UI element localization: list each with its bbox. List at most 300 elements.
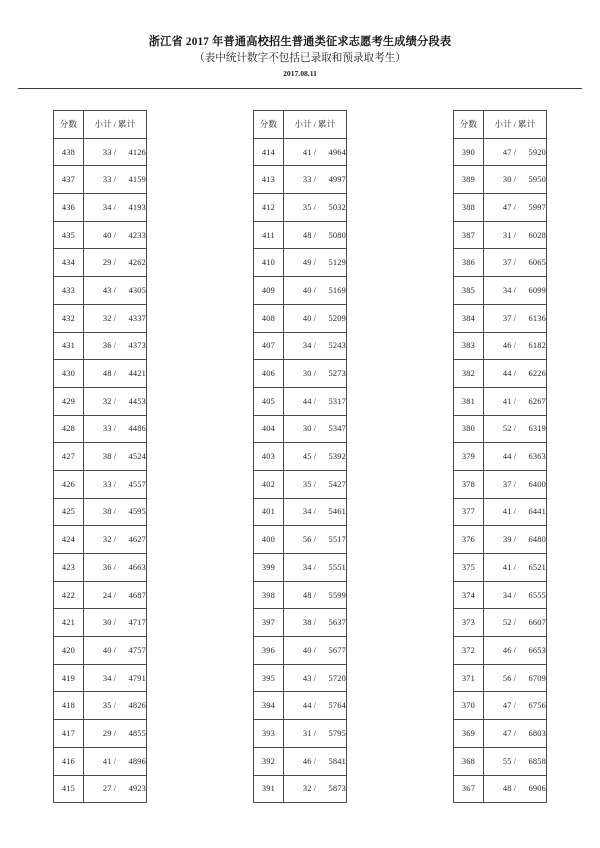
cell-tally (484, 692, 547, 720)
cell-cumulative: 4337 (128, 313, 146, 323)
tally-wrapper (284, 618, 346, 627)
cell-slash: / (113, 618, 116, 628)
cell-tally (284, 277, 347, 305)
cell-tally (284, 720, 347, 748)
table-body-1 (54, 138, 147, 803)
cell-tally (84, 554, 147, 582)
table-row (454, 637, 547, 665)
header-divider (18, 88, 582, 89)
table-row (254, 720, 347, 748)
cell-tally (484, 609, 547, 637)
table-row (54, 194, 147, 222)
cell-score: 368 (454, 747, 484, 775)
tally-wrapper (84, 701, 146, 710)
cell-subtotal: 38 (302, 618, 312, 628)
cell-tally (84, 775, 147, 803)
cell-score: 417 (54, 720, 84, 748)
table-row (454, 138, 547, 166)
cell-subtotal: 29 (102, 258, 112, 268)
table-row (454, 720, 547, 748)
cell-cumulative: 4896 (128, 756, 146, 766)
table-row (54, 166, 147, 194)
cell-score: 381 (454, 387, 484, 415)
tally-wrapper (284, 563, 346, 572)
table-row (54, 415, 147, 443)
cell-subtotal: 33 (102, 147, 112, 157)
cell-tally (284, 692, 347, 720)
cell-score: 420 (54, 637, 84, 665)
cell-score: 391 (254, 775, 284, 803)
cell-tally (84, 277, 147, 305)
table-row (54, 360, 147, 388)
cell-tally (484, 664, 547, 692)
cell-tally (84, 581, 147, 609)
tally-wrapper (484, 424, 546, 433)
tally-wrapper (284, 286, 346, 295)
cell-score: 427 (54, 443, 84, 471)
cell-tally (484, 747, 547, 775)
cell-subtotal: 45 (302, 452, 312, 462)
table-row (454, 470, 547, 498)
cell-slash: / (313, 756, 316, 766)
table-row (54, 720, 147, 748)
cell-score: 371 (454, 664, 484, 692)
cell-subtotal: 36 (102, 341, 112, 351)
cell-cumulative: 4717 (128, 618, 146, 628)
cell-subtotal: 41 (302, 147, 312, 157)
table-row (54, 526, 147, 554)
cell-cumulative: 4486 (128, 424, 146, 434)
cell-score: 416 (54, 747, 84, 775)
table-row (54, 609, 147, 637)
cell-score: 410 (254, 249, 284, 277)
cell-score: 388 (454, 194, 484, 222)
cell-cumulative: 5764 (328, 701, 346, 711)
cell-cumulative: 5950 (528, 175, 546, 185)
cell-cumulative: 6028 (528, 230, 546, 240)
cell-tally (284, 747, 347, 775)
tally-wrapper (484, 591, 546, 600)
table-row (254, 747, 347, 775)
cell-score: 389 (454, 166, 484, 194)
tally-wrapper (84, 563, 146, 572)
cell-tally (84, 664, 147, 692)
cell-score: 415 (54, 775, 84, 803)
cell-slash: / (313, 507, 316, 517)
cell-score: 382 (454, 360, 484, 388)
tally-wrapper (84, 646, 146, 655)
cell-cumulative: 5273 (328, 369, 346, 379)
cell-subtotal: 37 (502, 313, 512, 323)
table-row (54, 221, 147, 249)
tally-wrapper (284, 535, 346, 544)
tally-wrapper (84, 535, 146, 544)
cell-slash: / (513, 645, 516, 655)
cell-subtotal: 44 (302, 701, 312, 711)
header-cumulative-label: 累计 (117, 119, 136, 130)
cell-slash: / (313, 313, 316, 323)
cell-slash: / (113, 479, 116, 489)
cell-slash: / (113, 230, 116, 240)
cell-slash: / (113, 784, 116, 794)
cell-slash: / (113, 396, 116, 406)
table-row (454, 249, 547, 277)
cell-subtotal: 56 (302, 535, 312, 545)
cell-tally (84, 221, 147, 249)
tally-wrapper (284, 397, 346, 406)
cell-cumulative: 4687 (128, 590, 146, 600)
score-table-2 (253, 110, 347, 803)
cell-tally (484, 304, 547, 332)
cell-score: 426 (54, 470, 84, 498)
cell-cumulative: 6441 (528, 507, 546, 517)
tally-wrapper (84, 258, 146, 267)
cell-slash: / (113, 202, 116, 212)
cell-score: 387 (454, 221, 484, 249)
cell-subtotal: 36 (102, 562, 112, 572)
cell-score: 400 (254, 526, 284, 554)
cell-tally (484, 581, 547, 609)
header-subtotal-label: 小计 (94, 119, 113, 130)
table-row (454, 277, 547, 305)
cell-subtotal: 27 (102, 784, 112, 794)
cell-tally (284, 304, 347, 332)
cell-tally (484, 443, 547, 471)
table-row (454, 581, 547, 609)
cell-tally (484, 526, 547, 554)
tally-wrapper (284, 424, 346, 433)
table-row (454, 332, 547, 360)
cell-cumulative: 6607 (528, 618, 546, 628)
cell-subtotal: 30 (102, 618, 112, 628)
cell-tally (84, 387, 147, 415)
page-subtitle: （表中统计数字不包括已录取和预录取考生） (194, 53, 406, 64)
cell-slash: / (513, 728, 516, 738)
cell-subtotal: 37 (502, 258, 512, 268)
cell-slash: / (313, 452, 316, 462)
table-row (54, 443, 147, 471)
tally-wrapper (484, 341, 546, 350)
table-row (54, 304, 147, 332)
tally-wrapper (484, 784, 546, 793)
cell-subtotal: 37 (502, 479, 512, 489)
cell-cumulative: 4627 (128, 535, 146, 545)
cell-subtotal: 47 (502, 147, 512, 157)
cell-cumulative: 5920 (528, 147, 546, 157)
cell-cumulative: 4997 (328, 175, 346, 185)
cell-slash: / (513, 313, 516, 323)
table-row (254, 221, 347, 249)
cell-tally (284, 664, 347, 692)
tally-wrapper (284, 314, 346, 323)
cell-subtotal: 44 (502, 452, 512, 462)
table-row (454, 692, 547, 720)
cell-cumulative: 4421 (128, 369, 146, 379)
cell-slash: / (313, 673, 316, 683)
table-row (54, 470, 147, 498)
cell-subtotal: 34 (302, 562, 312, 572)
column-slot-1 (0, 110, 200, 803)
cell-tally (284, 526, 347, 554)
cell-score: 369 (454, 720, 484, 748)
cell-subtotal: 44 (302, 396, 312, 406)
cell-score: 433 (54, 277, 84, 305)
cell-score: 430 (54, 360, 84, 388)
cell-score: 418 (54, 692, 84, 720)
cell-slash: / (513, 701, 516, 711)
table-row (254, 581, 347, 609)
document-header (0, 0, 600, 79)
score-table-columns (0, 110, 600, 803)
cell-tally (284, 637, 347, 665)
cell-subtotal: 32 (102, 396, 112, 406)
cell-slash: / (513, 507, 516, 517)
cell-cumulative: 5169 (328, 285, 346, 295)
cell-cumulative: 4663 (128, 562, 146, 572)
cell-subtotal: 29 (102, 728, 112, 738)
cell-cumulative: 6099 (528, 285, 546, 295)
tally-wrapper (484, 729, 546, 738)
tally-wrapper (84, 397, 146, 406)
column-slot-2 (200, 110, 400, 803)
tally-wrapper (84, 314, 146, 323)
tally-wrapper (484, 701, 546, 710)
cell-cumulative: 5080 (328, 230, 346, 240)
table-row (254, 526, 347, 554)
table-row (454, 498, 547, 526)
cell-score: 421 (54, 609, 84, 637)
cell-cumulative: 4233 (128, 230, 146, 240)
cell-tally (284, 498, 347, 526)
cell-subtotal: 47 (502, 202, 512, 212)
cell-subtotal: 38 (102, 452, 112, 462)
cell-subtotal: 41 (502, 507, 512, 517)
cell-subtotal: 56 (502, 673, 512, 683)
header-cumulative-label: 累计 (317, 119, 336, 130)
cell-slash: / (113, 341, 116, 351)
table-row (454, 526, 547, 554)
cell-tally (84, 166, 147, 194)
cell-subtotal: 40 (302, 313, 312, 323)
table-row (254, 637, 347, 665)
cell-cumulative: 5317 (328, 396, 346, 406)
cell-cumulative: 4193 (128, 202, 146, 212)
cell-score: 437 (54, 166, 84, 194)
table-row (254, 609, 347, 637)
cell-slash: / (113, 507, 116, 517)
score-table-3 (453, 110, 547, 803)
cell-slash: / (513, 341, 516, 351)
cell-cumulative: 6267 (528, 396, 546, 406)
cell-tally (84, 249, 147, 277)
cell-tally (84, 304, 147, 332)
cell-cumulative: 6521 (528, 562, 546, 572)
cell-score: 376 (454, 526, 484, 554)
cell-score: 374 (454, 581, 484, 609)
cell-slash: / (113, 452, 116, 462)
header-subtotal-label: 小计 (294, 119, 313, 130)
cell-tally (484, 415, 547, 443)
cell-slash: / (313, 175, 316, 185)
tally-wrapper (484, 618, 546, 627)
table-row (54, 747, 147, 775)
cell-slash: / (513, 202, 516, 212)
cell-subtotal: 30 (302, 369, 312, 379)
cell-score: 412 (254, 194, 284, 222)
cell-cumulative: 4524 (128, 452, 146, 462)
cell-slash: / (113, 535, 116, 545)
tally-wrapper (484, 646, 546, 655)
cell-subtotal: 47 (502, 701, 512, 711)
cell-tally (84, 498, 147, 526)
tally-wrapper (284, 646, 346, 655)
table-row (54, 387, 147, 415)
cell-slash: / (113, 285, 116, 295)
cell-tally (284, 387, 347, 415)
cell-score: 403 (254, 443, 284, 471)
column-header-score: 分数 (254, 111, 284, 139)
cell-subtotal: 32 (102, 313, 112, 323)
cell-score: 385 (454, 277, 484, 305)
cell-slash: / (113, 147, 116, 157)
tally-wrapper (484, 175, 546, 184)
cell-slash: / (513, 452, 516, 462)
cell-slash: / (313, 728, 316, 738)
cell-subtotal: 35 (302, 202, 312, 212)
cell-slash: / (513, 673, 516, 683)
tally-wrapper (284, 480, 346, 489)
cell-slash: / (313, 784, 316, 794)
cell-subtotal: 30 (502, 175, 512, 185)
tally-wrapper (284, 148, 346, 157)
score-table-1 (53, 110, 147, 803)
cell-slash: / (113, 258, 116, 268)
tally-wrapper (284, 231, 346, 240)
tally-wrapper (84, 618, 146, 627)
table-row (454, 415, 547, 443)
tally-wrapper (84, 341, 146, 350)
cell-tally (84, 332, 147, 360)
cell-score: 401 (254, 498, 284, 526)
cell-tally (284, 443, 347, 471)
cell-tally (484, 332, 547, 360)
table-row (254, 415, 347, 443)
cell-cumulative: 5461 (328, 507, 346, 517)
table-row (254, 194, 347, 222)
cell-score: 409 (254, 277, 284, 305)
cell-cumulative: 5997 (528, 202, 546, 212)
cell-slash: / (313, 341, 316, 351)
cell-subtotal: 46 (502, 341, 512, 351)
cell-slash: / (513, 175, 516, 185)
cell-cumulative: 4923 (128, 784, 146, 794)
table-body-3 (454, 138, 547, 803)
cell-score: 390 (454, 138, 484, 166)
cell-subtotal: 31 (302, 728, 312, 738)
cell-cumulative: 4757 (128, 645, 146, 655)
cell-subtotal: 34 (102, 673, 112, 683)
cell-score: 373 (454, 609, 484, 637)
cell-cumulative: 5427 (328, 479, 346, 489)
cell-subtotal: 46 (502, 645, 512, 655)
tally-wrapper (84, 591, 146, 600)
cell-cumulative: 5129 (328, 258, 346, 268)
cell-cumulative: 6555 (528, 590, 546, 600)
cell-score: 431 (54, 332, 84, 360)
cell-subtotal: 32 (102, 535, 112, 545)
tally-wrapper (484, 231, 546, 240)
cell-slash: / (113, 756, 116, 766)
cell-slash: / (313, 479, 316, 489)
table-row (254, 692, 347, 720)
table-row (254, 304, 347, 332)
cell-cumulative: 6803 (528, 728, 546, 738)
cell-cumulative: 6709 (528, 673, 546, 683)
cell-tally (484, 277, 547, 305)
cell-slash: / (113, 645, 116, 655)
table-row (254, 138, 347, 166)
tally-wrapper (484, 314, 546, 323)
cell-cumulative: 6065 (528, 258, 546, 268)
cell-slash: / (113, 424, 116, 434)
table-row (454, 747, 547, 775)
tally-wrapper (484, 369, 546, 378)
cell-tally (284, 415, 347, 443)
cell-tally (484, 498, 547, 526)
cell-slash: / (313, 369, 316, 379)
column-header-score: 分数 (54, 111, 84, 139)
cell-cumulative: 4855 (128, 728, 146, 738)
cell-slash: / (513, 258, 516, 268)
cell-tally (84, 747, 147, 775)
tally-wrapper (84, 452, 146, 461)
table-row (454, 360, 547, 388)
cell-slash: / (313, 590, 316, 600)
cell-score: 404 (254, 415, 284, 443)
cell-subtotal: 34 (102, 202, 112, 212)
cell-cumulative: 6653 (528, 645, 546, 655)
cell-tally (284, 138, 347, 166)
table-row (254, 664, 347, 692)
cell-cumulative: 5032 (328, 202, 346, 212)
cell-tally (84, 526, 147, 554)
cell-slash: / (513, 147, 516, 157)
cell-tally (84, 138, 147, 166)
cell-tally (484, 194, 547, 222)
cell-slash: / (113, 590, 116, 600)
cell-subtotal: 43 (302, 673, 312, 683)
cell-cumulative: 4557 (128, 479, 146, 489)
cell-cumulative: 5209 (328, 313, 346, 323)
cell-cumulative: 5795 (328, 728, 346, 738)
tally-wrapper (84, 784, 146, 793)
tally-wrapper (84, 507, 146, 516)
cell-tally (284, 554, 347, 582)
table-row (54, 692, 147, 720)
cell-cumulative: 5551 (328, 562, 346, 572)
cell-subtotal: 40 (102, 230, 112, 240)
tally-wrapper (284, 341, 346, 350)
cell-cumulative: 5243 (328, 341, 346, 351)
cell-cumulative: 6400 (528, 479, 546, 489)
cell-tally (284, 470, 347, 498)
table-row (54, 581, 147, 609)
cell-score: 411 (254, 221, 284, 249)
table-row (54, 554, 147, 582)
cell-subtotal: 24 (102, 590, 112, 600)
cell-cumulative: 5517 (328, 535, 346, 545)
table-row (254, 387, 347, 415)
